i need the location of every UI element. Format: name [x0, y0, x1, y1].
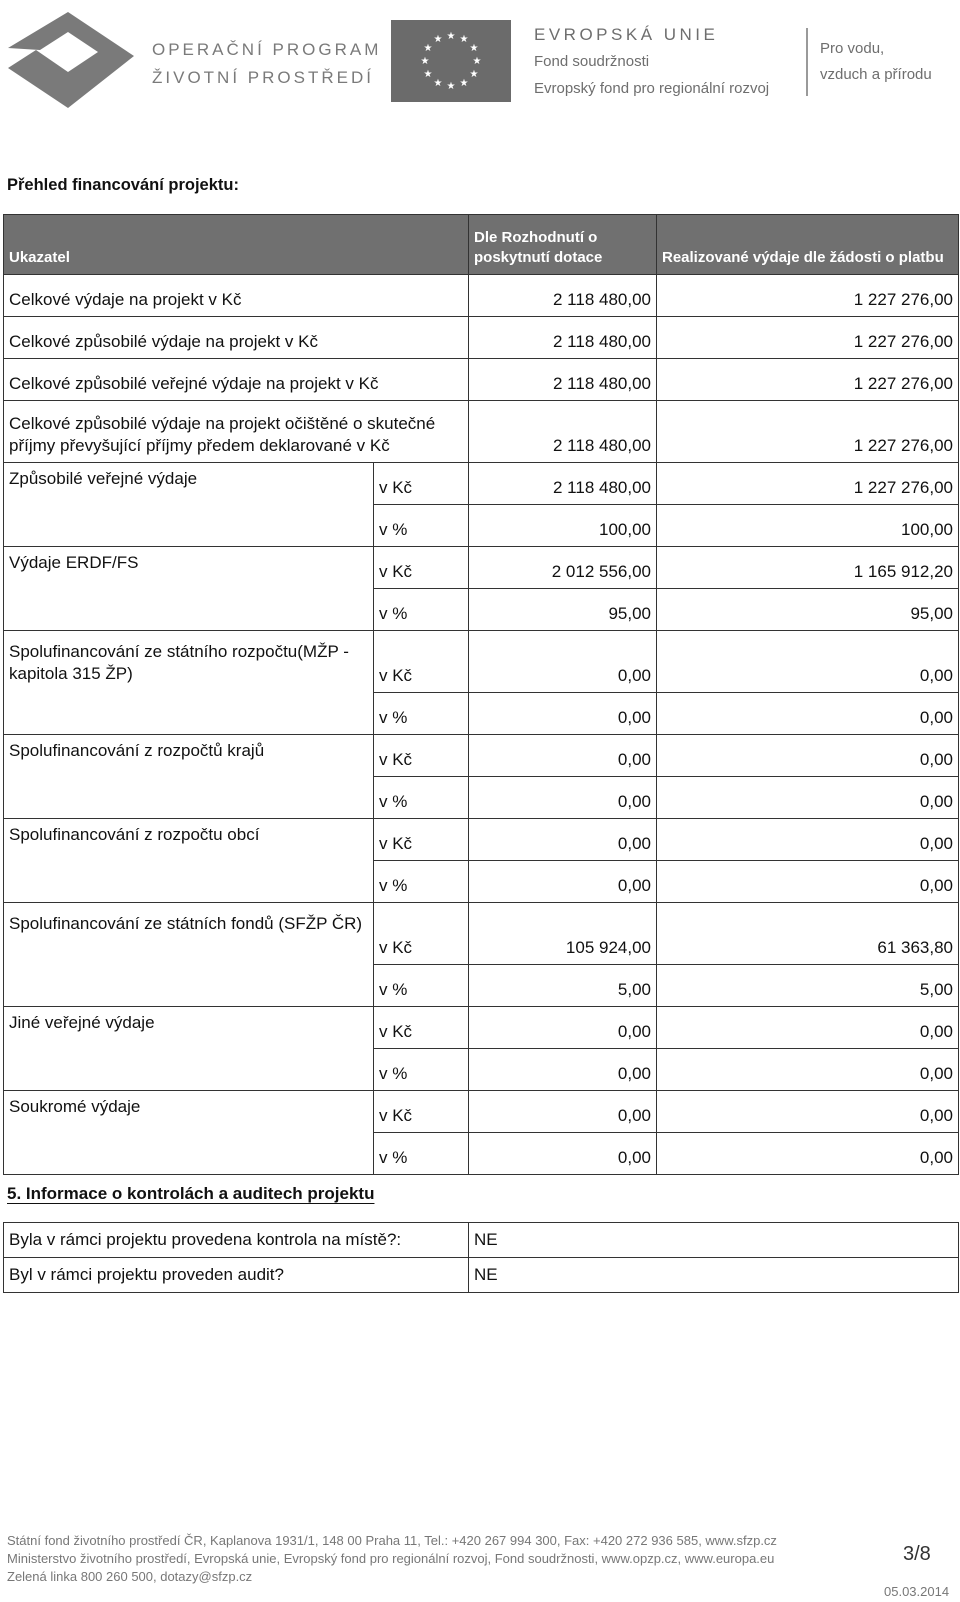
realized-value: 5,00 — [657, 965, 959, 1007]
row-label: Jiné veřejné výdaje — [4, 1007, 374, 1091]
eu-logo-text — [534, 22, 769, 102]
opzp-logo-icon — [6, 10, 136, 110]
decision-value: 0,00 — [469, 693, 657, 735]
table-row — [4, 819, 959, 861]
table-row — [4, 547, 959, 589]
decision-value: 0,00 — [469, 1133, 657, 1175]
decision-value: 5,00 — [469, 965, 657, 1007]
page-header — [0, 0, 960, 120]
audit-question: Byl v rámci projektu proveden audit? — [4, 1258, 469, 1293]
table-row — [4, 735, 959, 777]
footer-date: 05.03.2014 — [884, 1584, 950, 1599]
row-label: Způsobilé veřejné výdaje — [4, 463, 374, 547]
row-unit: v % — [374, 777, 469, 819]
financing-table — [3, 214, 959, 1175]
table-row — [4, 317, 959, 359]
audit-title: 5. Informace o kontrolách a auditech projektu — [7, 1184, 375, 1203]
row-unit: v Kč — [374, 631, 469, 693]
row-label: Spolufinancování z rozpočtů krajů — [4, 735, 374, 819]
row-unit: v % — [374, 589, 469, 631]
eu-line-1: EVROPSKÁ UNIE — [534, 25, 719, 44]
row-unit: v % — [374, 965, 469, 1007]
realized-value: 100,00 — [657, 505, 959, 547]
realized-value: 1 227 276,00 — [657, 317, 959, 359]
realized-value: 0,00 — [657, 1133, 959, 1175]
svg-text:★: ★ — [433, 78, 443, 89]
table-row — [4, 463, 959, 505]
eu-flag-icon — [391, 20, 511, 102]
table-row — [4, 1223, 959, 1258]
realized-value: 0,00 — [657, 1091, 959, 1133]
slogan — [820, 36, 932, 88]
decision-value: 0,00 — [469, 819, 657, 861]
row-label: Spolufinancování ze státních fondů (SFŽP ČR) — [4, 903, 374, 1007]
svg-text:★: ★ — [472, 56, 482, 67]
svg-text:★: ★ — [459, 78, 469, 89]
row-unit: v Kč — [374, 735, 469, 777]
decision-value: 0,00 — [469, 1007, 657, 1049]
audit-question: Byla v rámci projektu provedena kontrola na místě?: — [4, 1223, 469, 1258]
table-row — [4, 1258, 959, 1293]
page-footer — [7, 1532, 777, 1586]
row-unit: v % — [374, 1133, 469, 1175]
slogan-line-2: vzduch a přírodu — [820, 66, 932, 83]
realized-value: 0,00 — [657, 693, 959, 735]
realized-value: 0,00 — [657, 777, 959, 819]
decision-value: 2 118 480,00 — [469, 401, 657, 463]
svg-text:★: ★ — [446, 31, 456, 42]
realized-value: 0,00 — [657, 819, 959, 861]
realized-value: 0,00 — [657, 631, 959, 693]
realized-value: 0,00 — [657, 1049, 959, 1091]
realized-value: 0,00 — [657, 861, 959, 903]
opzp-logo-text — [152, 36, 381, 92]
decision-value: 0,00 — [469, 735, 657, 777]
decision-value: 105 924,00 — [469, 903, 657, 965]
decision-value: 0,00 — [469, 1049, 657, 1091]
svg-text:★: ★ — [420, 56, 430, 67]
table-row — [4, 1007, 959, 1049]
table-row — [4, 1091, 959, 1133]
row-label: Výdaje ERDF/FS — [4, 547, 374, 631]
decision-value: 0,00 — [469, 631, 657, 693]
row-unit: v Kč — [374, 1091, 469, 1133]
svg-text:★: ★ — [469, 69, 479, 80]
realized-value: 1 227 276,00 — [657, 463, 959, 505]
decision-value: 95,00 — [469, 589, 657, 631]
table-row — [4, 903, 959, 965]
table-row — [4, 631, 959, 693]
header-decision: Dle Rozhodnutí o poskytnutí dotace — [469, 215, 657, 275]
row-label: Celkové výdaje na projekt v Kč — [4, 275, 469, 317]
decision-value: 2 118 480,00 — [469, 275, 657, 317]
row-unit: v % — [374, 1049, 469, 1091]
table-row — [4, 401, 959, 463]
header-indicator: Ukazatel — [4, 215, 469, 275]
svg-text:★: ★ — [433, 34, 443, 45]
financing-title: Přehled financování projektu: — [7, 176, 239, 194]
svg-text:★: ★ — [446, 81, 456, 92]
footer-line-3: Zelená linka 800 260 500, dotazy@sfzp.cz — [7, 1569, 253, 1584]
row-label: Celkové způsobilé výdaje na projekt očištěné o skutečné příjmy převyšující příjmy předem deklarované v Kč — [4, 401, 469, 463]
footer-line-2: Ministerstvo životního prostředí, Evropská unie, Evropský fond pro regionální rozvoj, Fond soudržnosti, www.opzp.cz, www.europa.eu — [7, 1551, 775, 1566]
decision-value: 2 012 556,00 — [469, 547, 657, 589]
decision-value: 2 118 480,00 — [469, 317, 657, 359]
decision-value: 2 118 480,00 — [469, 359, 657, 401]
opzp-line-2: ŽIVOTNÍ PROSTŘEDÍ — [152, 68, 374, 87]
row-unit: v % — [374, 505, 469, 547]
realized-value: 1 227 276,00 — [657, 401, 959, 463]
row-unit: v % — [374, 861, 469, 903]
row-label: Spolufinancování ze státního rozpočtu(MŽP - kapitola 315 ŽP) — [4, 631, 374, 735]
row-unit: v Kč — [374, 463, 469, 505]
slogan-line-1: Pro vodu, — [820, 40, 885, 57]
decision-value: 100,00 — [469, 505, 657, 547]
footer-line-1: Státní fond životního prostředí ČR, Kaplanova 1931/1, 148 00 Praha 11, Tel.: +420 267 994 300, Fax: +420 272 936 585, www.sfzp.cz — [7, 1533, 777, 1548]
audit-answer: NE — [469, 1223, 959, 1258]
realized-value: 0,00 — [657, 735, 959, 777]
decision-value: 2 118 480,00 — [469, 463, 657, 505]
table-row — [4, 275, 959, 317]
realized-value: 1 227 276,00 — [657, 359, 959, 401]
eu-line-3: Evropský fond pro regionální rozvoj — [534, 80, 770, 97]
financing-header-row — [4, 215, 959, 275]
row-unit: v Kč — [374, 547, 469, 589]
row-label: Celkové způsobilé veřejné výdaje na projekt v Kč — [4, 359, 469, 401]
page-number: 3/8 — [903, 1543, 931, 1565]
row-label: Soukromé výdaje — [4, 1091, 374, 1175]
header-divider — [806, 28, 808, 96]
svg-text:★: ★ — [459, 34, 469, 45]
header-realized: Realizované výdaje dle žádosti o platbu — [657, 215, 959, 275]
eu-line-2: Fond soudržnosti — [534, 53, 650, 70]
row-unit: v Kč — [374, 819, 469, 861]
svg-text:★: ★ — [423, 69, 433, 80]
row-unit: v Kč — [374, 1007, 469, 1049]
row-label: Spolufinancování z rozpočtu obcí — [4, 819, 374, 903]
realized-value: 0,00 — [657, 1007, 959, 1049]
realized-value: 61 363,80 — [657, 903, 959, 965]
row-label: Celkové způsobilé výdaje na projekt v Kč — [4, 317, 469, 359]
row-unit: v Kč — [374, 903, 469, 965]
table-row — [4, 359, 959, 401]
opzp-line-1: OPERAČNÍ PROGRAM — [152, 40, 382, 59]
svg-text:★: ★ — [423, 43, 433, 54]
realized-value: 1 165 912,20 — [657, 547, 959, 589]
decision-value: 0,00 — [469, 861, 657, 903]
decision-value: 0,00 — [469, 777, 657, 819]
realized-value: 95,00 — [657, 589, 959, 631]
audit-answer: NE — [469, 1258, 959, 1293]
row-unit: v % — [374, 693, 469, 735]
realized-value: 1 227 276,00 — [657, 275, 959, 317]
audit-table — [3, 1222, 959, 1293]
svg-text:★: ★ — [469, 43, 479, 54]
decision-value: 0,00 — [469, 1091, 657, 1133]
